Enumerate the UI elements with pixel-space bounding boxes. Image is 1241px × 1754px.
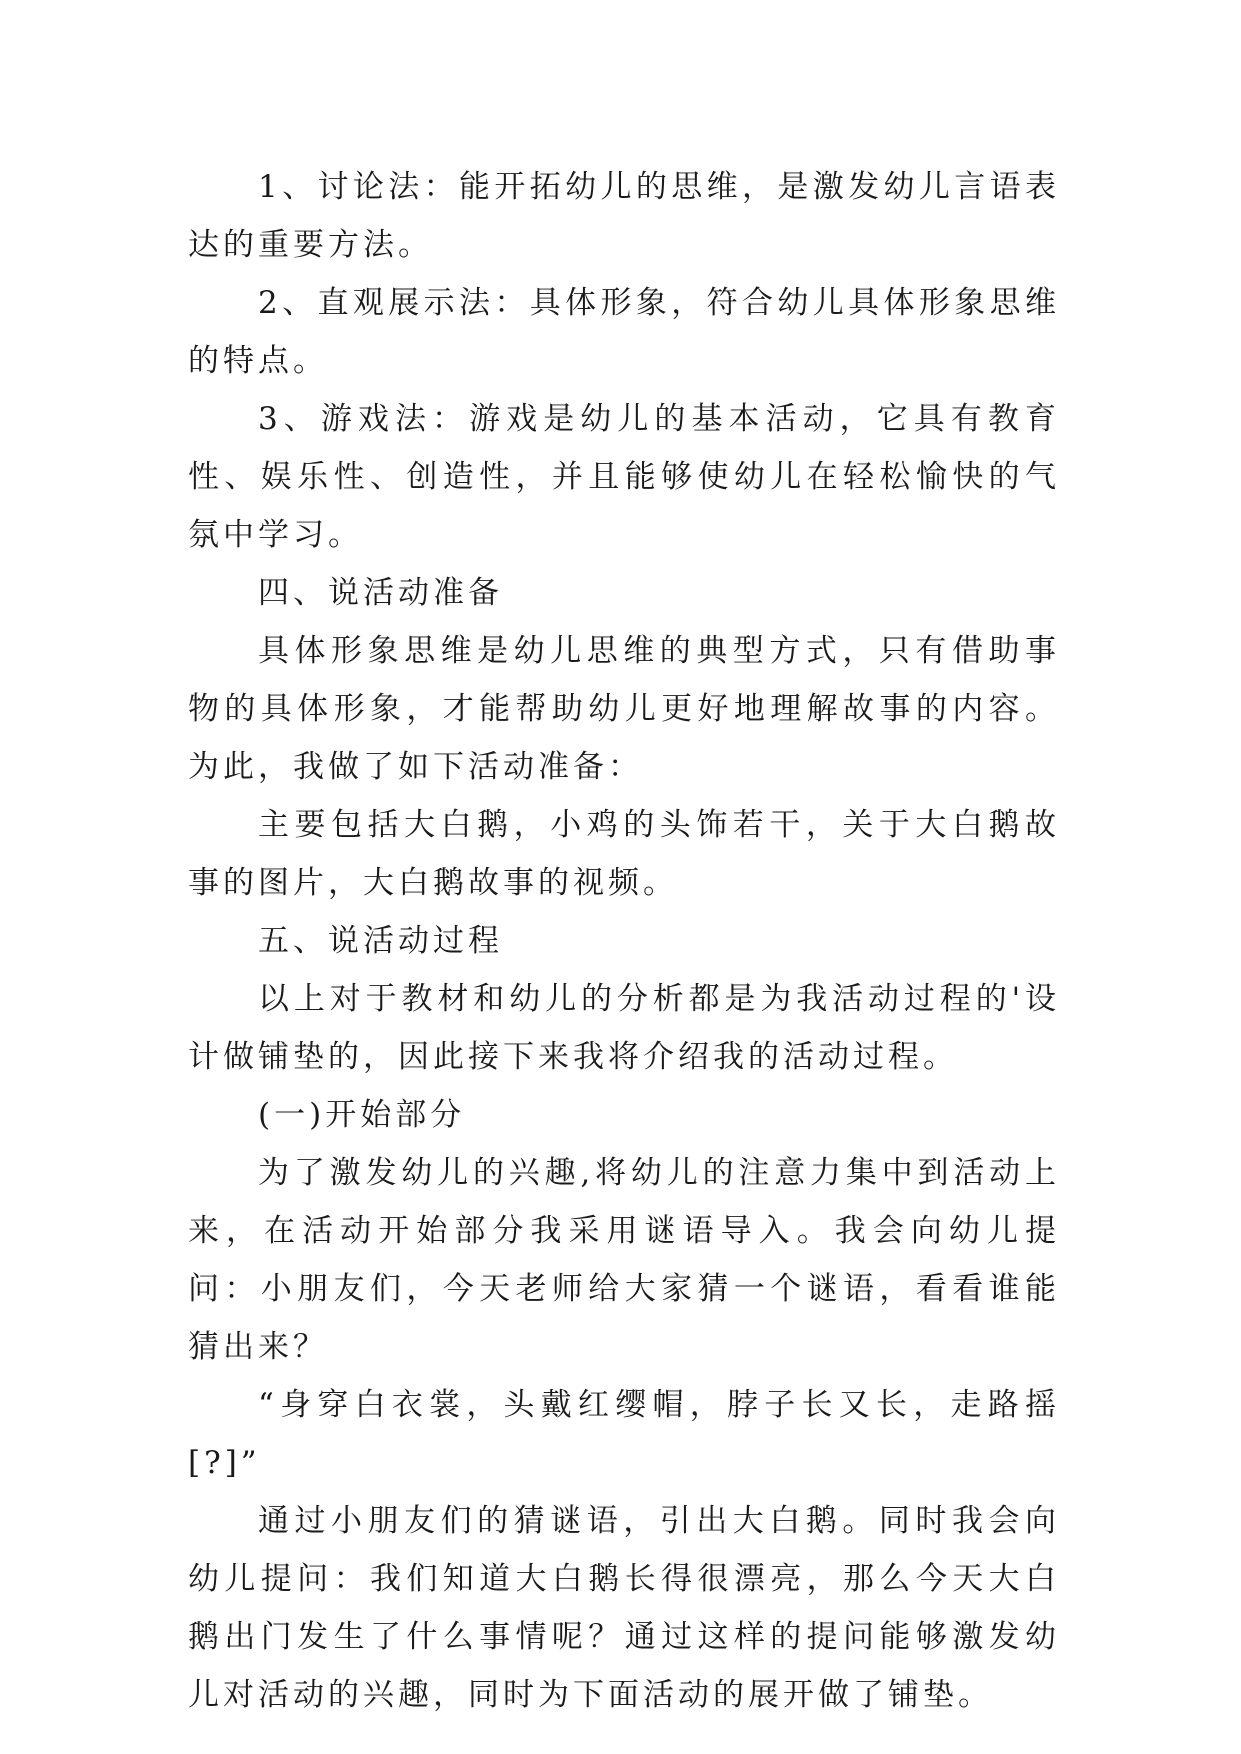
paragraph-riddle-text: “身穿白衣裳，头戴红缨帽，脖子长又长，走路摇[?]” (188, 1387, 1060, 1481)
section-heading-process: 五、说活动过程 (258, 923, 503, 959)
paragraph-method-discussion: 1、讨论法：能开拓幼儿的思维，是激发幼儿言语表达的重要方法。 (188, 169, 1060, 263)
paragraph-process-intro: 以上对于教材和幼儿的分析都是为我活动过程的'设计做铺垫的，因此接下来我将介绍我的活动过程。 (188, 981, 1060, 1075)
paragraph-preparation-materials: 主要包括大白鹅，小鸡的头饰若干，关于大白鹅故事的图片，大白鹅故事的视频。 (188, 807, 1060, 901)
paragraph-method-demonstration: 2、直观展示法：具体形象，符合幼儿具体形象思维的特点。 (188, 285, 1060, 379)
section-heading-preparation: 四、说活动准备 (258, 575, 503, 611)
document-body (188, 158, 1060, 1724)
paragraph-preparation-intro: 具体形象思维是幼儿思维的典型方式，只有借助事物的具体形象，才能帮助幼儿更好地理解故事的内容。为此，我做了如下活动准备： (188, 633, 1060, 785)
paragraph-opening-riddle-intro: 为了激发幼儿的兴趣,将幼儿的注意力集中到活动上来，在活动开始部分我采用谜语导入。我会向幼儿提问：小朋友们，今天老师给大家猜一个谜语，看看谁能猜出来？ (188, 1155, 1060, 1365)
paragraph-method-game: 3、游戏法：游戏是幼儿的基本活动，它具有教育性、娱乐性、创造性，并且能够使幼儿在轻松愉快的气氛中学习。 (188, 401, 1060, 553)
paragraph-riddle-followup: 通过小朋友们的猜谜语，引出大白鹅。同时我会向幼儿提问：我们知道大白鹅长得很漂亮，那么今天大白鹅出门发生了什么事情呢？通过这样的提问能够激发幼儿对活动的兴趣，同时为下面活动的展开做了铺垫。 (188, 1503, 1060, 1713)
subsection-heading-opening: (一)开始部分 (258, 1097, 466, 1133)
